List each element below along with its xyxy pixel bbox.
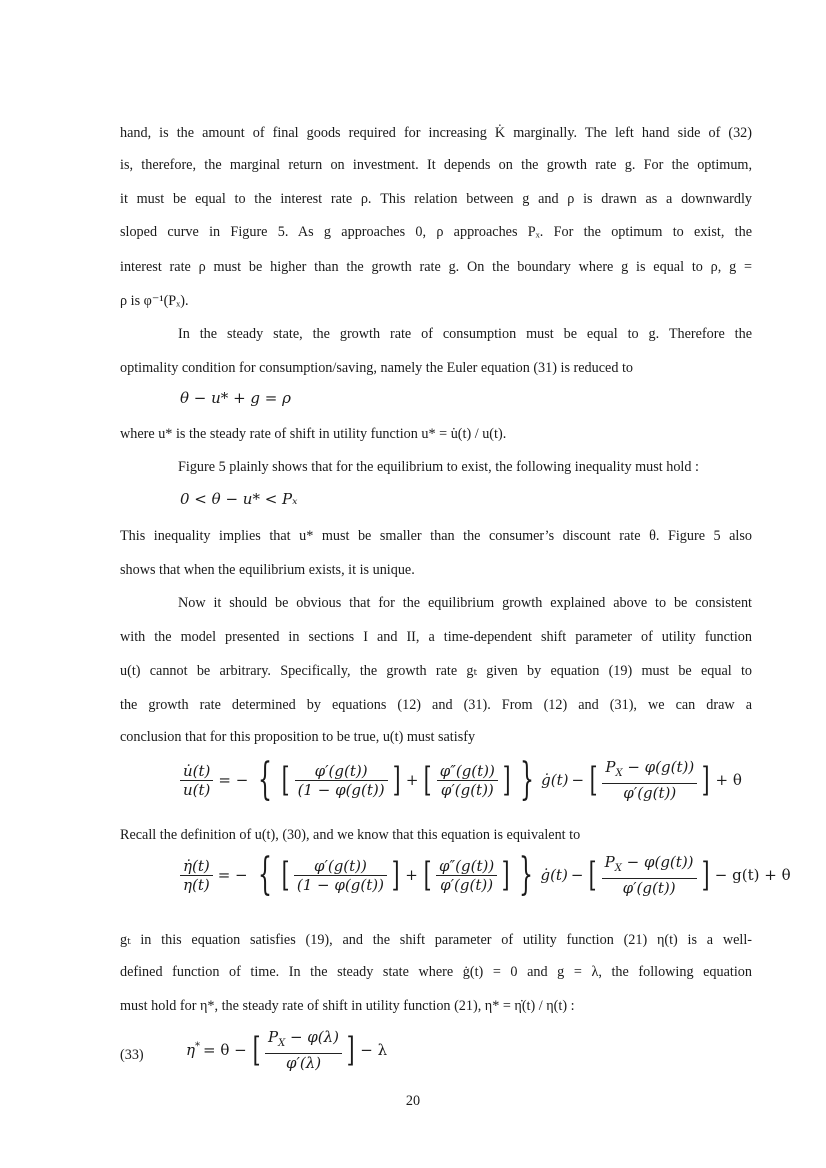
etadot-equation: $\frac{\etȧ(t)}{\eta(t)}$ = − { [ $\frac{\varphi'(g(t))}{(1 - \varphi(g(t))}$ ] + [ $\frac{\varphi''(g(t))}{\varphi'(g(t))}$ ] } ġ(t) − [ $\frac{P_X - \varphi(g(t))}{\varphi'(g(t))}$ ] − g(t) + θ [178,853,794,897]
text-line: gₜ in this equation satisfies (19), and the shift parameter of utility function (21) η(t) is a well- [120,932,752,948]
text-line: Now it should be obvious that for the equilibrium growth explained above to be consistent [178,595,752,611]
euler-equation: θ − u* + g = ρ [180,389,291,407]
text-line: is, therefore, the marginal return on investment. It depends on the growth rate g. For the optimum, [120,157,752,173]
text-line: must hold for η*, the steady rate of shift in utility function (21), η* = η̇(t) / η(t) : [120,998,575,1014]
equation-label: (33) [120,1047,144,1063]
inequality-equation: 0 < θ − u* < Pₓ [180,490,298,508]
text-line: with the model presented in sections I and II, a time-dependent shift parameter of utility function [120,629,752,645]
text-line: it must be equal to the interest rate ρ. This relation between g and ρ is drawn as a downwardly [120,191,752,207]
page-number: 20 [405,1093,421,1109]
text-line: ρ is φ⁻¹(Pₓ). [120,293,189,309]
text-line: hand, is the amount of final goods required for increasing K̇ marginally. The left hand side of (32) [120,125,752,141]
text-line: conclusion that for this proposition to be true, u(t) must satisfy [120,729,476,745]
text-line: This inequality implies that u* must be smaller than the consumer’s discount rate θ. Figure 5 also [120,528,752,544]
text-line: u(t) cannot be arbitrary. Specifically, the growth rate gₜ given by equation (19) must be equal to [120,663,752,679]
text-line: shows that when the equilibrium exists, it is unique. [120,562,415,578]
text-line: interest rate ρ must be higher than the growth rate g. On the boundary where g is equal to ρ, g = [120,259,752,275]
udot-equation: $\frac{u̇(t)}{u(t)}$ = − { [ $\frac{\varphi'(g(t))}{(1 - \varphi(g(t))}$ ] + [ $\frac{\varphi''(g(t))}{\varphi'(g(t))}$ ] } ġ(t) − [ $\frac{P_X - \varphi(g(t))}{\varphi'(g(t))}$ ] + θ [178,758,745,802]
text-line: In the steady state, the growth rate of consumption must be equal to g. Therefore the [178,326,752,342]
text-line: optimality condition for consumption/saving, namely the Euler equation (31) is reduced to [120,360,634,376]
text-line: the growth rate determined by equations (12) and (31). From (12) and (31), we can draw a [120,697,752,713]
text-line: Recall the definition of u(t), (30), and we know that this equation is equivalent to [120,827,581,843]
text-line: where u* is the steady rate of shift in utility function u* = u̇(t) / u(t). [120,426,507,442]
text-line: sloped curve in Figure 5. As g approaches 0, ρ approaches Pₓ. For the optimum to exist, the [120,224,752,240]
text-line: Figure 5 plainly shows that for the equilibrium to exist, the following inequality must hold : [178,459,699,475]
equation-33: η* = θ − [ $\frac{P_X - \varphi(\lambda)}{\varphi'(\lambda)}$ ] − λ [186,1028,388,1072]
text-line: defined function of time. In the steady state where ġ(t) = 0 and g = λ, the following equation [120,964,752,980]
